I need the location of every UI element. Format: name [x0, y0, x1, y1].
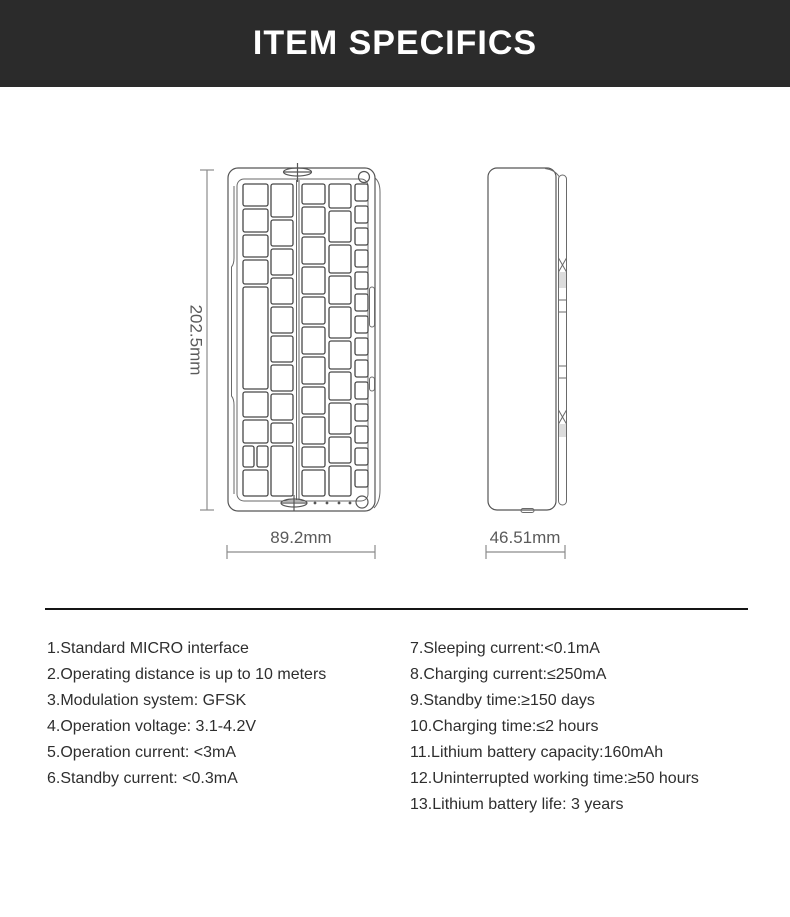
- key-cap: [257, 446, 268, 467]
- spec-item: 13.Lithium battery life: 3 years: [410, 796, 624, 813]
- key-cap: [271, 423, 293, 443]
- key-cap: [302, 184, 325, 204]
- key-cap: [271, 184, 293, 217]
- key-cap: [329, 211, 351, 242]
- key-cap: [243, 235, 268, 257]
- key-cap: [355, 426, 368, 443]
- key-cap: [329, 403, 351, 434]
- key-cap: [271, 249, 293, 275]
- spec-item: 6.Standby current: <0.3mA: [47, 770, 238, 787]
- key-cap: [355, 206, 368, 223]
- key-cap: [329, 184, 351, 208]
- key-cap: [271, 307, 293, 333]
- spec-item: 11.Lithium battery capacity:160mAh: [410, 744, 664, 761]
- key-cap: [329, 245, 351, 273]
- key-cap: [329, 307, 351, 338]
- spec-item: 2.Operating distance is up to 10 meters: [47, 666, 327, 683]
- height-dimension-label: 202.5mm: [186, 304, 206, 376]
- key-cap: [302, 237, 325, 264]
- height-dimension: [187, 170, 215, 510]
- dimension-diagram: [0, 87, 790, 587]
- key-cap: [271, 220, 293, 246]
- side-width-dimension: [486, 528, 565, 559]
- header-bar: [0, 0, 790, 87]
- key-cap: [329, 372, 351, 400]
- spec-list-left: [47, 636, 326, 792]
- key-cap: [271, 365, 293, 391]
- spec-item: 10.Charging time:≤2 hours: [410, 718, 599, 735]
- key-cap: [355, 184, 368, 201]
- key-cap: [302, 417, 325, 444]
- key-cap: [355, 272, 368, 289]
- key-cap: [302, 357, 325, 384]
- separator-line: [45, 608, 748, 610]
- key-cap: [271, 446, 293, 496]
- key-cap: [329, 437, 351, 463]
- spec-item: 12.Uninterrupted working time:≥50 hours: [410, 770, 699, 787]
- side-button-icon: [370, 287, 375, 327]
- spec-item: 5.Operation current: <3mA: [47, 744, 236, 761]
- edge-strip-segments: [559, 300, 567, 378]
- key-cap: [243, 470, 268, 496]
- key-cap: [329, 466, 351, 496]
- key-cap: [271, 278, 293, 304]
- spec-item: 9.Standby time:≥150 days: [410, 692, 595, 709]
- bottom-hinge-icon: [281, 495, 307, 511]
- key-cap: [243, 420, 268, 443]
- key-cap: [355, 360, 368, 377]
- side-view-edge-strip: [559, 175, 567, 505]
- spec-item: 7.Sleeping current:<0.1mA: [410, 640, 600, 657]
- key-cap: [243, 446, 254, 467]
- keyboard-front-view-drawing: [228, 163, 380, 511]
- keyboard-side-view-drawing: [488, 168, 567, 513]
- key-cap: [355, 294, 368, 311]
- key-cap: [302, 447, 325, 467]
- key-cap: [355, 448, 368, 465]
- key-cap: [355, 338, 368, 355]
- key-cap: [355, 470, 368, 487]
- spec-list-right: [410, 636, 699, 818]
- key-cap: [302, 470, 325, 496]
- key-cap: [271, 394, 293, 420]
- key-cap: [355, 250, 368, 267]
- side-width-dimension-label: 46.51mm: [489, 528, 561, 547]
- key-cap: [243, 260, 268, 284]
- key-cap: [355, 404, 368, 421]
- key-cap: [355, 316, 368, 333]
- side-view-body-outline: [488, 168, 556, 510]
- key-cap: [302, 387, 325, 414]
- spec-item: 8.Charging current:≤250mA: [410, 666, 607, 683]
- spec-item: 4.Operation voltage: 3.1-4.2V: [47, 718, 257, 735]
- key-cap: [355, 382, 368, 399]
- indicator-dots: [314, 502, 352, 505]
- key-cap: [243, 184, 268, 206]
- key-cap: [329, 276, 351, 304]
- power-button-icon: [359, 172, 370, 183]
- keyboard-keys: [243, 184, 368, 496]
- key-cap: [302, 327, 325, 354]
- key-cap: [302, 207, 325, 234]
- width-dimension-label: 89.2mm: [270, 528, 332, 547]
- key-cap: [302, 297, 325, 324]
- spec-item: 1.Standard MICRO interface: [47, 640, 249, 657]
- key-cap: [329, 341, 351, 369]
- key-cap: [355, 228, 368, 245]
- key-cap: [243, 287, 268, 389]
- key-cap: [243, 209, 268, 232]
- key-cap: [271, 336, 293, 362]
- front-view-left-contour: [232, 186, 235, 494]
- key-cap: [243, 392, 268, 417]
- hinge-detail-icon: [559, 258, 567, 437]
- spec-item: 3.Modulation system: GFSK: [47, 692, 247, 709]
- key-cap: [302, 267, 325, 294]
- side-button-icon: [370, 377, 375, 391]
- page-title: ITEM SPECIFICS: [252, 24, 538, 62]
- corner-button-icon: [356, 496, 368, 508]
- width-dimension: [227, 528, 375, 559]
